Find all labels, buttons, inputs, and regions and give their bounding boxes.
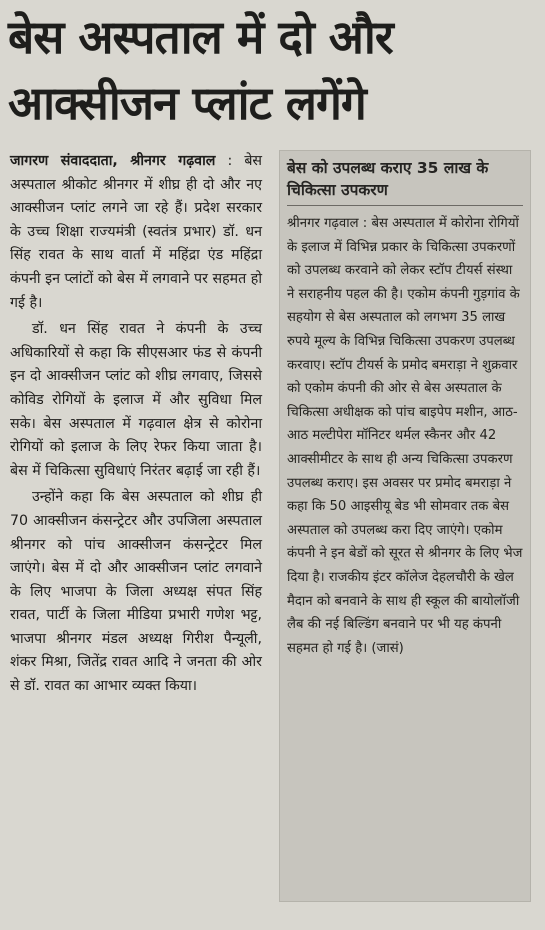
article-paragraph-1-text: : बेस अस्पताल श्रीकोट श्रीनगर में शीघ्र ही दो और नए आक्सीजन प्लांट लगने जा रहे हैं। प्रदेश सरकार के उच्च शिक्षा राज्यमंत्री (स्वतंत्र प्रभार) डॉ. धन सिंह रावत के साथ वार्ता में महिंद्रा एंड महिंद्रा कंपनी इन प्लांटों को बेस में लगवाने पर सहमत हो गई है।	[10, 153, 263, 311]
sidebar-box	[279, 150, 531, 902]
article-paragraph-2: डॉ. धन सिंह रावत ने कंपनी के उच्च अधिकारियों से कहा कि सीएसआर फंड से कंपनी इन दो आक्सीजन प्लांट को शीघ्र लगवाए, जिससे कोविड रोगियों के इलाज में और सुविधा मिल सके। बेस अस्पताल में गढ़वाल क्षेत्र से कोरोना रोगियों को इलाज के लिए रेफर किया जाता है। बेस में चिकित्सा सुविधाएं निरंतर बढ़ाई जा रही हैं।	[10, 321, 262, 479]
article-paragraph-3: उन्होंने कहा कि बेस अस्पताल को शीघ्र ही 70 आक्सीजन कंसन्ट्रेटर और उपजिला अस्पताल श्रीनगर को पांच आक्सीजन कंसन्ट्रेटर मिल जाएंगे। बेस में दो और आक्सीजन प्लांट लगवाने के लिए भाजपा के जिला अध्यक्ष संपत सिंह रावत, पार्टी के जिला मीडिया प्रभारी गणेश भट्ट, भाजपा श्रीनगर मंडल अध्यक्ष गिरीश पैन्यूली, शंकर मिश्रा, जितेंद्र रावत आदि ने जनता की ओर से डॉ. रावत का आभार व्यक्त किया।	[10, 489, 262, 695]
headline	[8, 4, 538, 136]
sidebar-title: बेस को उपलब्ध कराए 35 लाख के चिकित्सा उपकरण	[287, 157, 523, 206]
headline-line-1: बेस अस्पताल में दो और	[8, 10, 393, 64]
sidebar-body: श्रीनगर गढ़वाल : बेस अस्पताल में कोरोना रोगियों के इलाज में विभिन्न प्रकार के चिकित्सा उपकरणों को उपलब्ध करवाने को लेकर स्टॉप टीयर्स संस्था ने सराहनीय पहल की है। एकोम कंपनी गुड़गांव के सहयोग से बेस अस्पताल को लगभग 35 लाख रुपये मूल्य के विभिन्न चिकित्सा उपकरण उपलब्ध करवाए। स्टॉप टीयर्स के प्रमोद बमराड़ा ने शुक्रवार को एकोम कंपनी की ओर से बेस अस्पताल के चिकित्सा अधीक्षक को पांच बाइपेप मशीन, आठ-आठ मल्टीपेरा मॉनिटर थर्मल स्कैनर और 42 आक्सीमीटर के साथ ही अन्य चिकित्सा उपकरण उपलब्ध कराए। इस अवसर पर प्रमोद बमराड़ा ने कहा कि 50 आइसीयू बेड भी सोमवार तक बेस अस्पताल को उपलब्ध करा दिए जाएंगे। एकोम कंपनी ने इन बेडों को सूरत से श्रीनगर के लिए भेज दिया है। राजकीय इंटर कॉलेज देहलचौरी के खेल मैदान को बनवाने के साथ ही स्कूल की बायोलॉजी लैब की नई बिल्डिंग बनवाने पर भी यह कंपनी सहमत हो गई है। (जासं)	[287, 216, 523, 656]
article-paragraph-1	[10, 150, 262, 315]
main-article	[10, 150, 262, 702]
headline-line-2: आक्सीजन प्लांट लगेंगे	[8, 76, 366, 130]
byline: जागरण संवाददाता, श्रीनगर गढ़वाल	[10, 153, 216, 169]
